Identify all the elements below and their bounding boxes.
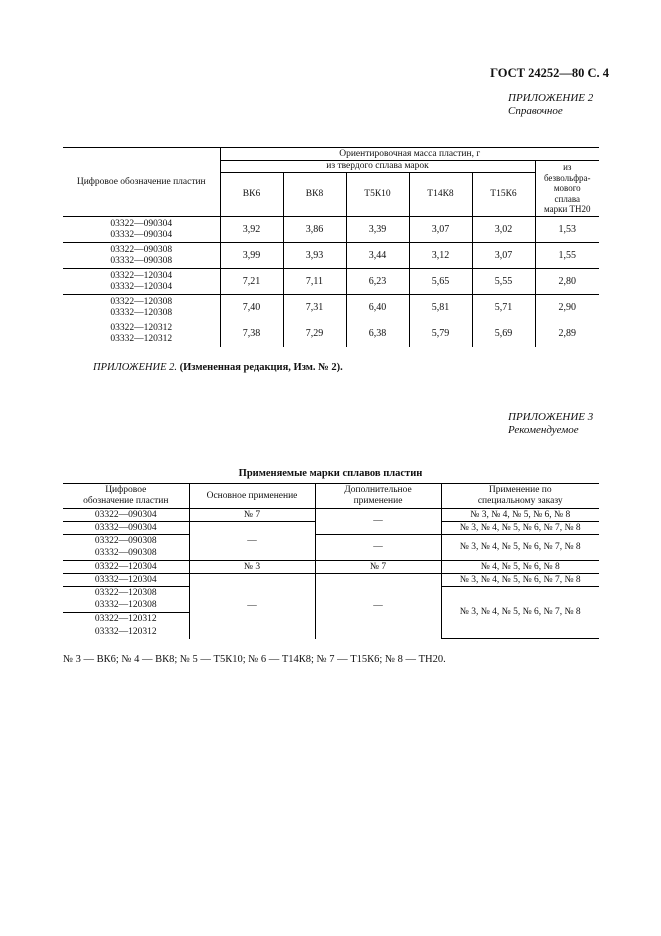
mass-value: 2,89 [558, 328, 576, 339]
t2-code: 03322—090308 [63, 535, 189, 548]
table-row [63, 269, 599, 295]
t2-code: 03322—120312 [63, 613, 189, 626]
t2-special: № 4, № 5, № 6, № 8 [441, 561, 599, 574]
plate-code: 03322—120308 03332—120308 [63, 295, 220, 321]
group-header: Ориентировочная масса пластин, г [220, 148, 599, 161]
table2-title: Применяемые марки сплавов пластин [238, 468, 423, 479]
mass-value: 3,39 [346, 217, 409, 243]
mass-table [63, 147, 599, 347]
table-row [63, 295, 599, 321]
mass-value: 6,23 [346, 269, 409, 295]
mass-value: 3,02 [472, 217, 535, 243]
grade-header: ВК6 [220, 173, 283, 217]
mass-value: 3,86 [283, 217, 346, 243]
mass-value: 2,90 [535, 295, 599, 321]
appendix2-subtitle: Справочное [508, 105, 563, 117]
t2-main: — [189, 574, 315, 639]
plate-code: 03322—090304 03332—090304 [63, 217, 220, 243]
mass-value: 5,55 [472, 269, 535, 295]
t2-additional: — [315, 574, 441, 639]
t2-additional: № 7 [315, 561, 441, 574]
mass-value: 7,11 [283, 269, 346, 295]
plate-code: 03322—120312 03332—120312 [63, 321, 220, 347]
page-header: ГОСТ 24252—80 С. 4 [490, 66, 609, 80]
t2-code: 03332—090304 [63, 522, 189, 535]
alloy-table [63, 483, 599, 639]
t2-code: 03332—090308 [63, 548, 189, 561]
mass-value: 6,40 [346, 295, 409, 321]
t2-additional: — [315, 509, 441, 535]
t2-special: № 3, № 4, № 5, № 6, № 7, № 8 [441, 574, 599, 587]
t2-main: № 3 [189, 561, 315, 574]
t2-code: 03332—120308 [63, 600, 189, 613]
grade-header: Т5К10 [346, 173, 409, 217]
mass-value: 7,38 [220, 321, 283, 347]
mass-value: 3,99 [220, 243, 283, 269]
t2-code: 03322—120304 [63, 561, 189, 574]
t2-header-additional: Дополнительное применение [315, 484, 441, 509]
mass-value: 5,81 [409, 295, 472, 321]
mass-value: 7,31 [283, 295, 346, 321]
t2-code: 03332—120312 [63, 626, 189, 639]
table-row [63, 321, 599, 347]
mass-value: 3,12 [409, 243, 472, 269]
t2-header-main: Основное применение [189, 484, 315, 509]
grade-header: Т15К6 [472, 173, 535, 217]
mass-value: 1,55 [535, 243, 599, 269]
mass-value: 5,79 [409, 321, 472, 347]
t2-additional: — [315, 535, 441, 561]
mass-value: 3,07 [409, 217, 472, 243]
plate-code: 03322—120304 03332—120304 [63, 269, 220, 295]
t2-code: 03322—120308 [63, 587, 189, 600]
col-header-tn20: из безвольфра- мового сплава марки ТН20 [535, 161, 599, 217]
col-header-code: Цифровое обозначение пластин [63, 148, 220, 217]
mass-value: 2,80 [535, 269, 599, 295]
sub-header: из твердого сплава марок [220, 161, 535, 173]
mass-value: 6,38 [346, 321, 409, 347]
appendix3-subtitle: Рекомендуемое [508, 424, 579, 436]
t2-special: № 3, № 4, № 5, № 6, № 8 [441, 509, 599, 522]
table-row [63, 217, 599, 243]
t2-special: № 3, № 4, № 5, № 6, № 7, № 8 [441, 522, 599, 535]
t2-special: № 3, № 4, № 5, № 6, № 7, № 8 [441, 535, 599, 561]
mass-value: 3,07 [472, 243, 535, 269]
t2-main: № 7 [189, 509, 315, 522]
note-appendix2: ПРИЛОЖЕНИЕ 2. (Измененная редакция, Изм. № 2). [93, 362, 343, 373]
mass-value: 3,44 [346, 243, 409, 269]
mass-value: 3,93 [283, 243, 346, 269]
mass-value: 5,71 [472, 295, 535, 321]
t2-header-special: Применение по специальному заказу [441, 484, 599, 509]
mass-value: 1,53 [558, 224, 576, 235]
table-row [63, 243, 599, 269]
appendix2-title: ПРИЛОЖЕНИЕ 2 [508, 92, 594, 104]
grade-header: Т14К8 [409, 173, 472, 217]
t2-special: № 3, № 4, № 5, № 6, № 7, № 8 [441, 587, 599, 639]
appendix3-title: ПРИЛОЖЕНИЕ 3 [508, 411, 594, 423]
mass-value: 7,40 [220, 295, 283, 321]
t2-code: 03332—120304 [63, 574, 189, 587]
mass-value: 3,92 [220, 217, 283, 243]
mass-value: 7,21 [220, 269, 283, 295]
mass-value: 5,69 [472, 321, 535, 347]
grade-header: ВК8 [283, 173, 346, 217]
mass-value: 5,65 [409, 269, 472, 295]
t2-header-code: Цифровое обозначение пластин [63, 484, 189, 509]
t2-code: 03322—090304 [63, 509, 189, 522]
plate-code: 03322—090308 03332—090308 [63, 243, 220, 269]
mass-value: 7,29 [283, 321, 346, 347]
t2-main: — [189, 522, 315, 561]
legend-note: № 3 — ВК6; № 4 — ВК8; № 5 — Т5К10; № 6 — Т14К8; № 7 — Т15К6; № 8 — ТН20. [63, 654, 446, 665]
